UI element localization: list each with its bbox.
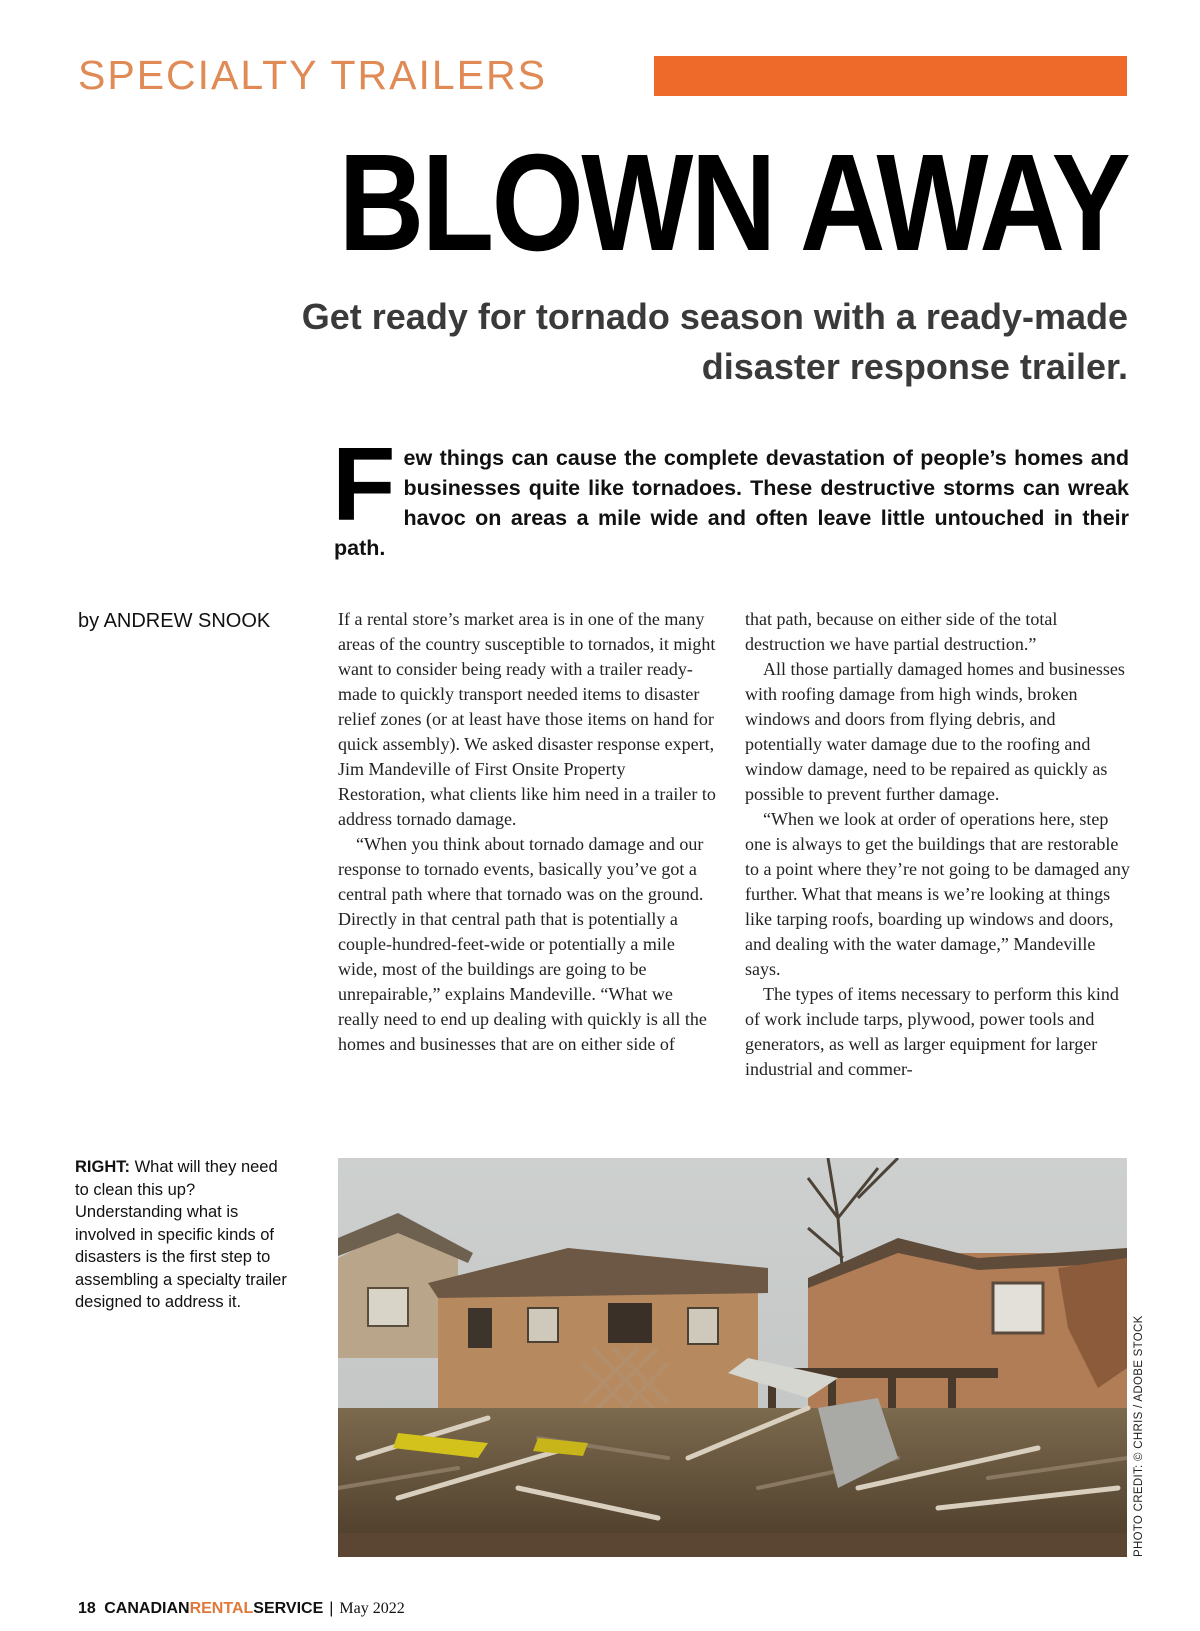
lede-paragraph [332, 427, 1129, 563]
lede-text: ew things can cause the complete devastation of people’s homes and businesses quite like tornadoes. These destructive storms can wreak havoc on areas a mile wide and often leave little untouched in their path. [334, 446, 1129, 560]
page-footer [78, 1599, 405, 1619]
issue-date: May 2022 [339, 1600, 405, 1617]
brand-rental: RENTAL [189, 1600, 254, 1617]
body-paragraph: If a rental store’s market area is in one of the many areas of the country susceptible to tornados, it might want to consider being ready with a trailer ready-made to quickly transport needed items to disaster relief zones (or at least have those items on hand for quick assembly). We asked disaster response expert, Jim Mandeville of First Onsite Property Restoration, what clients like him need in a trailer to address tornado damage. [338, 609, 716, 829]
body-column-1 [338, 607, 716, 1057]
tornado-damage-photo [338, 1158, 1127, 1557]
body-paragraph: “When you think about tornado damage and our response to tornado events, basically you’ve got a central path where that tornado was on the ground. Directly in that central path that is potentially a couple-hundred-feet-wide or potentially a mile wide, most of the buildings are going to be unrepairable,” explains Mandeville. “What we really need to end up dealing with quickly is all the homes and businesses that are on either side of [338, 834, 707, 1054]
body-paragraph: that path, because on either side of the total destruction we have partial destruction.” [745, 609, 1058, 654]
brand-service: SERVICE [253, 1600, 324, 1617]
body-paragraph: The types of items necessary to perform this kind of work include tarps, plywood, power tools and generators, as well as larger equipment for larger industrial and commer- [745, 984, 1119, 1079]
brand-canadian: CANADIAN [104, 1600, 190, 1617]
section-accent-bar [654, 56, 1127, 96]
section-label: SPECIALTY TRAILERS [78, 52, 547, 98]
photo-credit: PHOTO CREDIT: © CHRIS / ADOBE STOCK [1133, 1315, 1145, 1557]
tornado-damage-illustration [338, 1158, 1127, 1557]
caption-lead: RIGHT: [75, 1158, 130, 1176]
headline: BLOWN AWAY [338, 126, 1128, 280]
photo-caption [75, 1156, 290, 1314]
caption-text: What will they need to clean this up? Understanding what is involved in specific kinds of disasters is the first step to assembling a specialty trailer designed to address it. [75, 1158, 287, 1311]
footer-separator: | [329, 1600, 334, 1617]
byline: by ANDREW SNOOK [78, 610, 271, 632]
page-number: 18 [78, 1600, 96, 1617]
drop-cap: F [332, 427, 396, 543]
body-column-2 [745, 607, 1130, 1082]
body-paragraph: “When we look at order of operations here, step one is always to get the buildings that are restorable to a point where they’re not going to be damaged any further. What that means is we’re looking at things like tarping roofs, boarding up windows and doors, and dealing with the water damage,” Mandeville says. [745, 809, 1130, 979]
body-paragraph: All those partially damaged homes and businesses with roofing damage from high winds, broken windows and doors from flying debris, and potentially water damage due to the roofing and window damage, need to be repaired as quickly as possible to prevent further damage. [745, 659, 1125, 804]
subhead: Get ready for tornado season with a ready-made disaster response trailer. [301, 296, 1128, 387]
